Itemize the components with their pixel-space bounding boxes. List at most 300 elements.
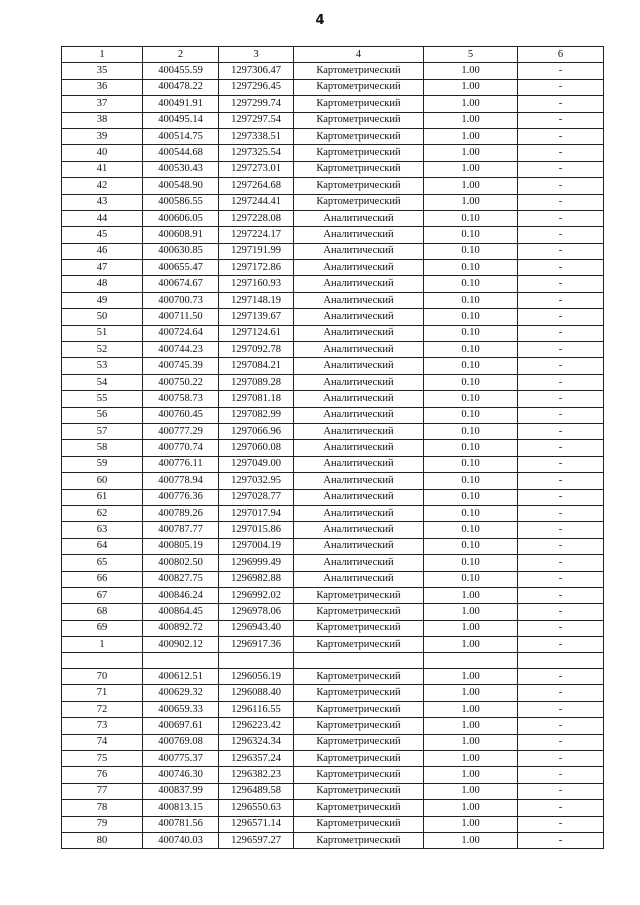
header-cell: 4 xyxy=(294,47,424,63)
table-row xyxy=(62,505,604,521)
table-cell: - xyxy=(518,309,604,325)
table-cell: Аналитический xyxy=(294,309,424,325)
table-cell: 1297066.96 xyxy=(219,423,294,439)
table-cell: 400746.30 xyxy=(143,767,219,783)
table-cell: 1.00 xyxy=(424,718,518,734)
table-cell: Аналитический xyxy=(294,243,424,259)
table-cell: 47 xyxy=(62,260,143,276)
table-cell: 400805.19 xyxy=(143,538,219,554)
table-cell: 1297296.45 xyxy=(219,79,294,95)
table-cell: Картометрический xyxy=(294,112,424,128)
table-cell: - xyxy=(518,178,604,194)
table-cell: 0.10 xyxy=(424,423,518,439)
table-cell: 0.10 xyxy=(424,210,518,226)
table-cell: 1296489.58 xyxy=(219,783,294,799)
table-cell: Картометрический xyxy=(294,751,424,767)
table-cell: - xyxy=(518,194,604,210)
table-cell: - xyxy=(518,128,604,144)
table-cell: 400629.32 xyxy=(143,685,219,701)
table-cell xyxy=(219,653,294,669)
table-cell: - xyxy=(518,685,604,701)
table-cell: 1.00 xyxy=(424,685,518,701)
table-cell: Картометрический xyxy=(294,161,424,177)
table-cell: 400659.33 xyxy=(143,701,219,717)
table-cell: 0.10 xyxy=(424,473,518,489)
table-cell: 1296382.23 xyxy=(219,767,294,783)
table-cell: 0.10 xyxy=(424,555,518,571)
table-cell: 78 xyxy=(62,800,143,816)
table-cell: 1296992.02 xyxy=(219,587,294,603)
table-cell: 1296223.42 xyxy=(219,718,294,734)
table-cell: Аналитический xyxy=(294,342,424,358)
table-cell: 70 xyxy=(62,669,143,685)
table-cell: - xyxy=(518,637,604,653)
table-cell: - xyxy=(518,800,604,816)
table-cell: 1297306.47 xyxy=(219,63,294,79)
table-cell: - xyxy=(518,816,604,832)
coordinates-table xyxy=(61,46,604,849)
table-row xyxy=(62,440,604,456)
table-cell: Аналитический xyxy=(294,440,424,456)
table-cell: 1297089.28 xyxy=(219,374,294,390)
table-row xyxy=(62,669,604,685)
table-row xyxy=(62,571,604,587)
table-cell: 1.00 xyxy=(424,800,518,816)
table-cell: 400606.05 xyxy=(143,210,219,226)
table-cell: 1297017.94 xyxy=(219,505,294,521)
table-cell: - xyxy=(518,505,604,521)
header-cell: 6 xyxy=(518,47,604,63)
table-cell: - xyxy=(518,555,604,571)
header-cell: 3 xyxy=(219,47,294,63)
table-row xyxy=(62,358,604,374)
table-cell: 400630.85 xyxy=(143,243,219,259)
table-cell: - xyxy=(518,292,604,308)
table-cell: 0.10 xyxy=(424,391,518,407)
table-cell: - xyxy=(518,325,604,341)
table-cell: 57 xyxy=(62,423,143,439)
table-cell: 400769.08 xyxy=(143,734,219,750)
table-cell: - xyxy=(518,423,604,439)
table-row xyxy=(62,342,604,358)
table-cell: 1296088.40 xyxy=(219,685,294,701)
table-cell: 1297082.99 xyxy=(219,407,294,423)
table-cell: 400586.55 xyxy=(143,194,219,210)
table-cell: 56 xyxy=(62,407,143,423)
table-cell: 1297264.68 xyxy=(219,178,294,194)
table-cell: - xyxy=(518,751,604,767)
table-cell: 1.00 xyxy=(424,63,518,79)
table-cell: 1.00 xyxy=(424,767,518,783)
table-cell: Аналитический xyxy=(294,227,424,243)
table-cell: 400700.73 xyxy=(143,292,219,308)
table-cell: 400495.14 xyxy=(143,112,219,128)
table-cell: 43 xyxy=(62,194,143,210)
table-row xyxy=(62,309,604,325)
table-cell: 1297015.86 xyxy=(219,522,294,538)
table-cell: 1297032.95 xyxy=(219,473,294,489)
table-cell: - xyxy=(518,767,604,783)
table-row xyxy=(62,489,604,505)
table-row xyxy=(62,653,604,669)
table-cell: 1297338.51 xyxy=(219,128,294,144)
table-cell: 1297124.61 xyxy=(219,325,294,341)
table-cell: 1296116.55 xyxy=(219,701,294,717)
table-cell: Аналитический xyxy=(294,423,424,439)
table-cell: - xyxy=(518,604,604,620)
table-cell: 400724.64 xyxy=(143,325,219,341)
table-cell: 50 xyxy=(62,309,143,325)
table-row xyxy=(62,816,604,832)
table-cell: Аналитический xyxy=(294,505,424,521)
table-cell: 1296917.36 xyxy=(219,637,294,653)
table-cell: - xyxy=(518,669,604,685)
table-cell: Картометрический xyxy=(294,783,424,799)
table-cell: 1296056.19 xyxy=(219,669,294,685)
table-cell: Аналитический xyxy=(294,571,424,587)
table-cell: 400777.29 xyxy=(143,423,219,439)
table-cell: 0.10 xyxy=(424,456,518,472)
table-row xyxy=(62,243,604,259)
table-cell: - xyxy=(518,210,604,226)
table-cell: - xyxy=(518,538,604,554)
table-cell: 400776.11 xyxy=(143,456,219,472)
table-cell: 1297228.08 xyxy=(219,210,294,226)
table-cell: 1.00 xyxy=(424,783,518,799)
table-cell: 1296357.24 xyxy=(219,751,294,767)
table-cell: 38 xyxy=(62,112,143,128)
table-cell: - xyxy=(518,620,604,636)
table-cell: 0.10 xyxy=(424,522,518,538)
table-cell: 58 xyxy=(62,440,143,456)
table-row xyxy=(62,423,604,439)
table-cell: 400776.36 xyxy=(143,489,219,505)
table-cell: Картометрический xyxy=(294,587,424,603)
table-cell: 1296597.27 xyxy=(219,832,294,848)
table-header-row xyxy=(62,47,604,63)
table-cell: 1296550.63 xyxy=(219,800,294,816)
table-cell: - xyxy=(518,63,604,79)
table-cell: 400491.91 xyxy=(143,96,219,112)
table-cell: 1297148.19 xyxy=(219,292,294,308)
table-cell: 55 xyxy=(62,391,143,407)
table-cell: 1297172.86 xyxy=(219,260,294,276)
table-row xyxy=(62,128,604,144)
table-cell: 1.00 xyxy=(424,96,518,112)
table-cell: 400612.51 xyxy=(143,669,219,685)
table-cell: 0.10 xyxy=(424,342,518,358)
table-cell: 1.00 xyxy=(424,669,518,685)
table-cell: 400778.94 xyxy=(143,473,219,489)
table-cell: - xyxy=(518,391,604,407)
table-cell: 75 xyxy=(62,751,143,767)
header-cell: 5 xyxy=(424,47,518,63)
table-cell: 1.00 xyxy=(424,620,518,636)
table-cell xyxy=(143,653,219,669)
table-row xyxy=(62,112,604,128)
table-cell: Картометрический xyxy=(294,685,424,701)
table-row xyxy=(62,391,604,407)
table-cell: 400864.45 xyxy=(143,604,219,620)
table-cell: 1296999.49 xyxy=(219,555,294,571)
table-cell: 59 xyxy=(62,456,143,472)
table-cell: 48 xyxy=(62,276,143,292)
table-cell: 1296982.88 xyxy=(219,571,294,587)
table-row xyxy=(62,832,604,848)
table-cell: 1.00 xyxy=(424,79,518,95)
table-cell: 0.10 xyxy=(424,325,518,341)
table-cell: Аналитический xyxy=(294,260,424,276)
table-cell: 39 xyxy=(62,128,143,144)
table-row xyxy=(62,783,604,799)
table-cell: 400813.15 xyxy=(143,800,219,816)
table-body xyxy=(62,63,604,849)
table-cell: 1297273.01 xyxy=(219,161,294,177)
table-cell: Аналитический xyxy=(294,374,424,390)
table-cell: Аналитический xyxy=(294,555,424,571)
table-cell: 400745.39 xyxy=(143,358,219,374)
header-cell: 1 xyxy=(62,47,143,63)
table-cell: Картометрический xyxy=(294,96,424,112)
table-cell: 1.00 xyxy=(424,751,518,767)
table-row xyxy=(62,604,604,620)
table-cell: 1297139.67 xyxy=(219,309,294,325)
table-cell: - xyxy=(518,734,604,750)
table-cell: 49 xyxy=(62,292,143,308)
table-cell: 400548.90 xyxy=(143,178,219,194)
table-cell: - xyxy=(518,276,604,292)
table-cell: 0.10 xyxy=(424,358,518,374)
table-cell: 400787.77 xyxy=(143,522,219,538)
table-cell: 61 xyxy=(62,489,143,505)
table-cell: Картометрический xyxy=(294,701,424,717)
table-cell: 1.00 xyxy=(424,112,518,128)
page-number: 4 xyxy=(315,13,325,28)
table-cell: Картометрический xyxy=(294,145,424,161)
table-row xyxy=(62,227,604,243)
table-cell: 400789.26 xyxy=(143,505,219,521)
table-row xyxy=(62,637,604,653)
table-cell: 1.00 xyxy=(424,637,518,653)
table-cell: Аналитический xyxy=(294,276,424,292)
table-cell: - xyxy=(518,440,604,456)
table-cell: - xyxy=(518,243,604,259)
table-cell: 1.00 xyxy=(424,604,518,620)
table-row xyxy=(62,63,604,79)
table-cell: Картометрический xyxy=(294,734,424,750)
table-cell: 1.00 xyxy=(424,161,518,177)
table-cell: 1.00 xyxy=(424,832,518,848)
table-cell: Аналитический xyxy=(294,210,424,226)
table-cell: Картометрический xyxy=(294,63,424,79)
table-cell: 400846.24 xyxy=(143,587,219,603)
table-cell: 1297191.99 xyxy=(219,243,294,259)
table-cell: 1297325.54 xyxy=(219,145,294,161)
table-cell: 0.10 xyxy=(424,292,518,308)
table-cell: 67 xyxy=(62,587,143,603)
table-cell: 62 xyxy=(62,505,143,521)
table-cell: - xyxy=(518,96,604,112)
table-cell: 0.10 xyxy=(424,276,518,292)
table-cell: 1297028.77 xyxy=(219,489,294,505)
table-cell: 1.00 xyxy=(424,178,518,194)
table-cell: 63 xyxy=(62,522,143,538)
table-cell: 37 xyxy=(62,96,143,112)
table-cell xyxy=(518,653,604,669)
table-row xyxy=(62,718,604,734)
table-cell: Картометрический xyxy=(294,669,424,685)
table-cell: - xyxy=(518,227,604,243)
table-cell: 400892.72 xyxy=(143,620,219,636)
table-cell: - xyxy=(518,358,604,374)
table-cell: - xyxy=(518,456,604,472)
table-cell: 1296978.06 xyxy=(219,604,294,620)
table-cell: 0.10 xyxy=(424,374,518,390)
table-cell: Картометрический xyxy=(294,79,424,95)
table-row xyxy=(62,522,604,538)
table-cell: 1296324.34 xyxy=(219,734,294,750)
table-cell: 80 xyxy=(62,832,143,848)
table-cell: 54 xyxy=(62,374,143,390)
table-cell: - xyxy=(518,522,604,538)
table-cell: 0.10 xyxy=(424,227,518,243)
table-cell: 400530.43 xyxy=(143,161,219,177)
table-cell: 51 xyxy=(62,325,143,341)
table-cell: 400740.03 xyxy=(143,832,219,848)
table-cell: 53 xyxy=(62,358,143,374)
table-cell: - xyxy=(518,718,604,734)
table-cell: 0.10 xyxy=(424,505,518,521)
table-cell: 0.10 xyxy=(424,440,518,456)
table-cell: Аналитический xyxy=(294,292,424,308)
table-cell: 65 xyxy=(62,555,143,571)
table-row xyxy=(62,555,604,571)
table-row xyxy=(62,178,604,194)
table-cell: 68 xyxy=(62,604,143,620)
table-row xyxy=(62,587,604,603)
table-cell: - xyxy=(518,79,604,95)
table-cell: 400902.12 xyxy=(143,637,219,653)
table-row xyxy=(62,194,604,210)
table-cell xyxy=(424,653,518,669)
table-cell: 0.10 xyxy=(424,538,518,554)
table-cell: Картометрический xyxy=(294,194,424,210)
table-cell: 1297084.21 xyxy=(219,358,294,374)
table-cell: 400758.73 xyxy=(143,391,219,407)
table-cell: 1.00 xyxy=(424,701,518,717)
table-cell: 36 xyxy=(62,79,143,95)
table-row xyxy=(62,260,604,276)
table-cell: 400802.50 xyxy=(143,555,219,571)
header-cell: 2 xyxy=(143,47,219,63)
table-cell: - xyxy=(518,112,604,128)
table-cell: 1.00 xyxy=(424,734,518,750)
table-cell: 400478.22 xyxy=(143,79,219,95)
table-cell: 400455.59 xyxy=(143,63,219,79)
table-cell: Аналитический xyxy=(294,407,424,423)
table-row xyxy=(62,800,604,816)
table-cell: 1297004.19 xyxy=(219,538,294,554)
table-cell: 400760.45 xyxy=(143,407,219,423)
table-cell: - xyxy=(518,489,604,505)
table-cell: 52 xyxy=(62,342,143,358)
table-cell: - xyxy=(518,145,604,161)
table-row xyxy=(62,701,604,717)
table-cell: Картометрический xyxy=(294,767,424,783)
table-row xyxy=(62,620,604,636)
table-cell: 400608.91 xyxy=(143,227,219,243)
table-row xyxy=(62,325,604,341)
table-cell: 0.10 xyxy=(424,309,518,325)
table-cell: 71 xyxy=(62,685,143,701)
table-cell: Аналитический xyxy=(294,473,424,489)
table-cell: Аналитический xyxy=(294,391,424,407)
table-row xyxy=(62,79,604,95)
table-cell: 1.00 xyxy=(424,194,518,210)
table-cell: 76 xyxy=(62,767,143,783)
table-cell: 40 xyxy=(62,145,143,161)
table-cell: 73 xyxy=(62,718,143,734)
table-cell: 0.10 xyxy=(424,571,518,587)
table-cell: 35 xyxy=(62,63,143,79)
table-row xyxy=(62,685,604,701)
table-row xyxy=(62,456,604,472)
table-cell: - xyxy=(518,407,604,423)
table-cell: Аналитический xyxy=(294,325,424,341)
table-cell: 77 xyxy=(62,783,143,799)
table-cell: 60 xyxy=(62,473,143,489)
table-cell: 79 xyxy=(62,816,143,832)
table-cell: 1 xyxy=(62,637,143,653)
table-cell: - xyxy=(518,374,604,390)
table-row xyxy=(62,538,604,554)
table-cell: - xyxy=(518,783,604,799)
table-cell: 64 xyxy=(62,538,143,554)
table-cell: 41 xyxy=(62,161,143,177)
table-cell: 400697.61 xyxy=(143,718,219,734)
table-cell: Картометрический xyxy=(294,637,424,653)
table-cell: - xyxy=(518,473,604,489)
table-cell: - xyxy=(518,571,604,587)
table-row xyxy=(62,473,604,489)
table-cell xyxy=(62,653,143,669)
table-cell: Аналитический xyxy=(294,358,424,374)
table-cell: 400775.37 xyxy=(143,751,219,767)
table-row xyxy=(62,210,604,226)
table-row xyxy=(62,734,604,750)
table-cell: 1.00 xyxy=(424,587,518,603)
table-cell: Аналитический xyxy=(294,538,424,554)
table-row xyxy=(62,96,604,112)
table-cell: 400544.68 xyxy=(143,145,219,161)
table-cell: 0.10 xyxy=(424,243,518,259)
table-cell: Аналитический xyxy=(294,522,424,538)
table-cell: 1297224.17 xyxy=(219,227,294,243)
table-cell: 1296943.40 xyxy=(219,620,294,636)
table-cell: - xyxy=(518,832,604,848)
table-cell: 1297299.74 xyxy=(219,96,294,112)
table-cell: 42 xyxy=(62,178,143,194)
table-cell: Картометрический xyxy=(294,604,424,620)
table-cell xyxy=(294,653,424,669)
table-cell: 1297297.54 xyxy=(219,112,294,128)
table-cell: 1.00 xyxy=(424,128,518,144)
table-cell: Картометрический xyxy=(294,816,424,832)
table-cell: 1297081.18 xyxy=(219,391,294,407)
table-cell: 1.00 xyxy=(424,145,518,161)
table-cell: 400781.56 xyxy=(143,816,219,832)
table-cell: 1297049.00 xyxy=(219,456,294,472)
